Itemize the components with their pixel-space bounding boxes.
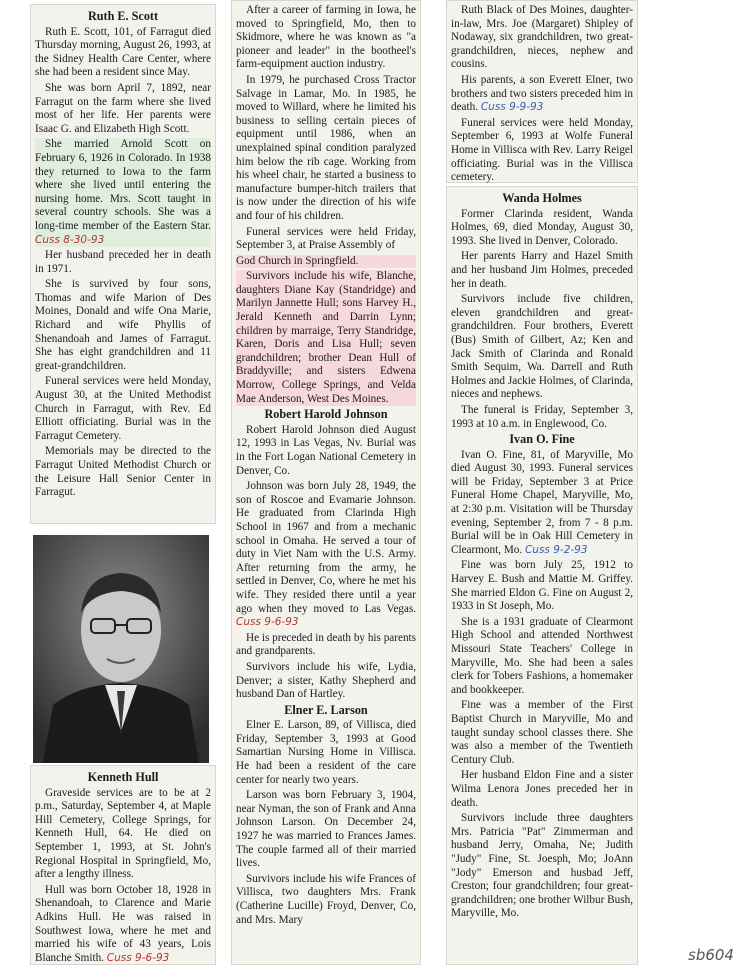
obituary-paragraph: Ruth E. Scott, 101, of Farragut died Thursday morning, August 26, 1993, at the Sidney Health Care Center, where she had been a resident since May. bbox=[35, 25, 211, 79]
obituary-paragraph: His parents, a son Everett Elner, two brothers and two sisters preceded him in death. Cuss 9-9-93 bbox=[451, 73, 633, 114]
obituary-paragraph: Hull was born October 18, 1928 in Shenandoah, to Clarence and Marie Adkins Hull. He was raised in Southwest Iowa, where he met and married his wife of 43 years, Lois Blanche Smith. Cuss 9-6-93 bbox=[35, 883, 211, 964]
obituary-title: Ruth E. Scott bbox=[87, 9, 159, 23]
obituary-ruth-scott bbox=[30, 4, 216, 524]
obituary-paragraph: Funeral services were held Monday, September 6, 1993 at Wolfe Funeral Home in Villisca with Rev. Larry Reigel officiating. Burial was in the Villisca cemetery. bbox=[451, 116, 633, 184]
obituary-column-3-top bbox=[446, 0, 638, 183]
obituary-title: Ivan O. Fine bbox=[509, 432, 575, 447]
handwritten-note: Cuss 9-2-93 bbox=[524, 543, 588, 556]
obituary-paragraph: Funeral services were held Friday, September 3, at Praise Assembly of bbox=[236, 225, 416, 252]
obituary-paragraph: Her parents Harry and Hazel Smith and her husband Jim Holmes, preceded her in death. bbox=[451, 250, 633, 290]
obituary-paragraph: God Church in Springfield. bbox=[236, 255, 416, 269]
obituary-paragraph: Funeral services were held Monday, August 30, at the United Methodist Church in Farragut, with Rev. Ed Elliott officiating. Burial was in the Farragut Cemetery. bbox=[35, 375, 211, 442]
obituary-kenneth-hull bbox=[30, 765, 216, 965]
obituary-paragraph: Larson was born February 3, 1904, near Nyman, the son of Frank and Anna Johnson Larson. On December 24, 1927 he was married to Frances James. The couple farmed all of their married lives. bbox=[236, 789, 416, 870]
obituary-paragraph: Ivan O. Fine, 81, of Maryville, Mo died August 30, 1993. Funeral services will be Friday, September 3 at Price Funeral Home Chapel, Maryville, Mo, at 2:30 p.m. Visitation will be Thursday evening, September 2, from 7 - 8 p.m. Burial will be in Oak Hill Cemetery in Clearmont, Mo. Cuss 9-2-93 bbox=[451, 448, 633, 556]
obituary-title: Robert Harold Johnson bbox=[264, 407, 388, 422]
obituary-paragraph: Her husband Eldon Fine and a sister Wilma Lenora Jones preceded her in death. bbox=[451, 769, 633, 809]
obituary-paragraph: Memorials may be directed to the Farragut United Methodist Church or the Leisure Hall Senior Center in Farragut. bbox=[35, 445, 211, 499]
obituary-title: Wanda Holmes bbox=[502, 191, 582, 205]
obituary-paragraph: Survivors include three daughters Mrs. Patricia "Pat" Zimmerman and husband Jerry, Omaha, Ne; Judith "Judy" Fine, St. Joesph, Mo; JoAnn "Jody" Emerson and husbad Jeff, Creston; four grandchildren; four great-grandchildren; one brother Wilbur Bush, Maryville, Mo. bbox=[451, 812, 633, 920]
handwritten-note: Cuss 8-30-93 bbox=[35, 233, 105, 246]
obituary-column-3-bottom bbox=[446, 186, 638, 965]
obituary-column-2 bbox=[231, 0, 421, 965]
page-mark: sb604 bbox=[688, 946, 734, 964]
obituary-paragraph: Survivors include his wife, Lydia, Denver; a sister, Kathy Shepherd and husband Dan of Hartley. bbox=[236, 660, 416, 701]
obituary-paragraph: Survivors include his wife, Blanche, daughters Diane Kay (Standridge) and Marilyn Jannette Hull; sons Harvey H., Jerald Kenneth and Darrin Lynn; children by marraige, Terry Standridge, Karen, Doris and Lisa Hull; seven grandchildren; brother Dean Hull of Braddyville; and sisters Edwena Morrow, College Springs, and Velda Mae Anderson, West Des Moines. bbox=[236, 270, 416, 405]
obituary-paragraph: Johnson was born July 28, 1949, the son of Roscoe and Evamarie Johnson. He graduated from Clarinda High School in 1967 and from a mechanic school in Omaha. He served a tour of duty in Viet Nam with the U.S. Army. After returning from the army, he settled in Denver, Co, where he met his wife. They resided there until a year ago when they moved to Las Vegas. Cuss 9-6-93 bbox=[236, 480, 416, 629]
obituary-paragraph: Fine was a member of the First Baptist Church in Maryville, Mo and taught sunday school classes there. She was also a member of the Twentieth Century Club. bbox=[451, 699, 633, 766]
handwritten-note: Cuss 9-6-93 bbox=[106, 951, 170, 964]
obituary-paragraph: Former Clarinda resident, Wanda Holmes, 69, died Monday, August 30, 1993. She lived in Denver, Colorado. bbox=[451, 207, 633, 247]
obituary-paragraph: She is a 1931 graduate of Clearmont High School and attended Northwest Missouri State Teachers' College in Maryville, Mo. She had been a sales clerk for Tobers Fashions, a homemaker and bookkeeper. bbox=[451, 615, 633, 696]
obituary-paragraph: Survivors include five children, eleven grandchildren and great-grandchildren. Four brothers, Everett (Bus) Smith of Gilbert, Az; Ken and Jack Smith of Clarinda and Ronald Smith Sequim, Wa. Darrell and Ruth Holmes and Jackie Holmes, of Clarinda, nieces and nephews. bbox=[451, 293, 633, 401]
obituary-paragraph: The funeral is Friday, September 3, 1993 at 10 a.m. in Englewood, Co. bbox=[451, 403, 633, 430]
obituary-paragraph: He is preceded in death by his parents and grandparents. bbox=[236, 631, 416, 658]
obituary-paragraph: Fine was born July 25, 1912 to Harvey E. Bush and Mattie M. Griffey. She married Eldon G. Fine on August 2, 1933 in St Joseph, Mo. bbox=[451, 559, 633, 613]
obituary-paragraph: Survivors include his wife Frances of Villisca, two daughters Mrs. Frank (Catherine Lucille) Froyd, Denver, Co, and Mrs. Mary bbox=[236, 872, 416, 926]
obituary-paragraph: Graveside services are to be at 2 p.m., Saturday, September 4, at Maple Hill Cemetery, College Springs, for Kenneth Hull, 64. He died on September 1, 1993, at St. John's Regional Hospital in Springfield, Mo, after a lengthy illness. bbox=[35, 786, 211, 881]
handwritten-note: Cuss 9-9-93 bbox=[480, 101, 544, 114]
portrait-photo bbox=[33, 535, 209, 763]
obituary-paragraph: Her husband preceded her in death in 1971. bbox=[35, 249, 211, 275]
obituary-title: Kenneth Hull bbox=[87, 770, 159, 784]
obituary-paragraph: In 1979, he purchased Cross Tractor Salvage in Lamar, Mo. In 1985, he moved to Willard, where he limited his business to selling certain pieces of equipment until 1986, when an unexplained spinal condition paralyzed him below the rib cage. Working from his wheel chair, he started a business to manufacture bumper-hitch trailers that is now under the direction of his wife and four of his children. bbox=[236, 73, 416, 222]
obituary-paragraph: Elner E. Larson, 89, of Villisca, died Friday, September 3, 1993 at Good Samartian Nursing Home in Villisca. He had been a resident of the care center for nearly two years. bbox=[236, 719, 416, 786]
obituary-paragraph: Robert Harold Johnson died August 12, 1993 in Las Vegas, Nv. Burial was in the Fort Logan National Cemetery in Denver, Co. bbox=[236, 423, 416, 477]
obituary-paragraph: She was born April 7, 1892, near Farragut on the farm where she lived most of her life. Her parents were Isaac G. and Elizabeth High Scott. bbox=[35, 81, 211, 135]
obituary-paragraph: She is survived by four sons, Thomas and wife Marion of Des Moines, Donald and wife Ona Marie, Richard and wife Phyllis of Shenandoah and James of Farragut. She has eight grandchildren and 11 great-grandchildren. bbox=[35, 278, 211, 372]
obituary-paragraph: She married Arnold Scott on February 6, 1926 in Colorado. In 1938 they returned to Iowa to the farm where she lived until entering the nursing home. Mrs. Scott taught in several country schools. She was a long-time member of the Eastern Star. Cuss 8-30-93 bbox=[35, 138, 211, 246]
obituary-title: Elner E. Larson bbox=[284, 702, 368, 717]
portrait-image bbox=[33, 535, 209, 763]
obituary-paragraph: Ruth Black of Des Moines, daughter-in-law, Mrs. Joe (Margaret) Shipley of Nodaway, six grandchildren, two great-grandchildren, nieces, nephew and cousins. bbox=[451, 4, 633, 71]
handwritten-note: Cuss 9-6-93 bbox=[236, 616, 299, 629]
obituary-paragraph: After a career of farming in Iowa, he moved to Springfield, Mo, then to Skidmore, where he was known as "a pioneer and leader" in the bootheel's farm-equipment auction industry. bbox=[236, 4, 416, 71]
